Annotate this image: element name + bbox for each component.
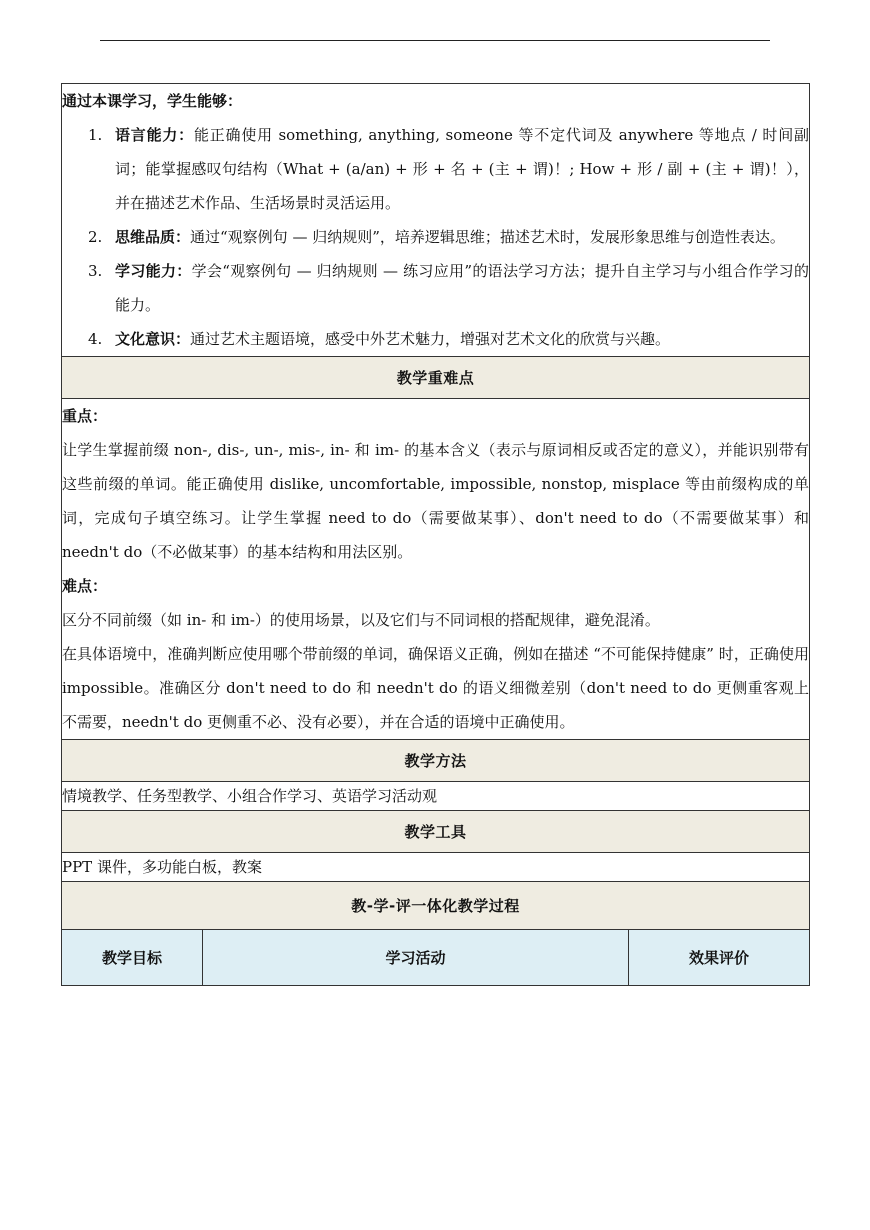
page-header-rule <box>100 40 770 41</box>
column-header-objectives: 教学目标 <box>62 930 203 986</box>
focus-label: 重点： <box>62 407 108 425</box>
focus-text: 让学生掌握前缀 non-, dis-, un-, mis-, in- 和 im- 的基本含义（表示与原词相反或否定的意义），并能识别带有这些前缀的单词。能正确使用 dislike, uncomfortable, impossible, nonstop, misplace 等由前缀构成的单词，完成句子填空练习。让学生掌握 need to do（需要做某事）、don't need to do（不需要做某事）和 needn't do（不必做某事）的基本结构和用法区别。 <box>62 441 809 561</box>
tools-row <box>62 853 810 882</box>
key-points-cell <box>62 399 810 740</box>
objective-item <box>62 220 809 254</box>
process-header-row <box>62 882 810 930</box>
lesson-plan-table <box>61 83 810 986</box>
key-points-title: 教学重难点 <box>62 357 810 399</box>
objectives-row <box>62 84 810 357</box>
key-points-header-row <box>62 357 810 399</box>
objective-text: 通过艺术主题语境，感受中外艺术魅力，增强对艺术文化的欣赏与兴趣。 <box>190 330 671 348</box>
objective-item <box>62 322 809 356</box>
objective-term: 学习能力： <box>115 262 192 280</box>
objective-text: 学会“观察例句 — 归纳规则 — 练习应用”的语法学习方法；提升自主学习与小组合作学习的能力。 <box>115 262 809 314</box>
tools-title: 教学工具 <box>62 811 810 853</box>
difficulty-label: 难点： <box>62 577 108 595</box>
process-columns-row <box>62 930 810 986</box>
objective-item <box>62 118 809 220</box>
process-title: 教-学-评一体化教学过程 <box>62 882 810 930</box>
column-header-evaluation: 效果评价 <box>629 930 810 986</box>
column-header-activities: 学习活动 <box>203 930 629 986</box>
objective-number: 2. <box>88 228 103 246</box>
objective-text: 能正确使用 something, anything, someone 等不定代词及 anywhere 等地点 / 时间副词；能掌握感叹句结构（What + (a/an) + 形 + 名 + (主 + 谓)！; How + 形 / 副 + (主 + 谓)！），并在描述艺术作品、生活场景时灵活运用。 <box>115 126 809 212</box>
objective-number: 3. <box>88 262 103 280</box>
methods-row <box>62 782 810 811</box>
key-points-row <box>62 399 810 740</box>
objective-number: 1. <box>88 126 103 144</box>
objectives-intro: 通过本课学习，学生能够： <box>62 92 243 110</box>
objective-term: 思维品质： <box>115 228 191 246</box>
objectives-list <box>62 118 809 356</box>
objectives-cell <box>62 84 810 357</box>
methods-text: 情境教学、任务型教学、小组合作学习、英语学习活动观 <box>62 782 810 811</box>
objective-term: 语言能力： <box>115 126 194 144</box>
tools-text: PPT 课件，多功能白板，教案 <box>62 853 810 882</box>
objective-number: 4. <box>88 330 103 348</box>
methods-title: 教学方法 <box>62 740 810 782</box>
difficulty-text: 区分不同前缀（如 in- 和 im-）的使用场景，以及它们与不同词根的搭配规律，避免混淆。 <box>62 611 660 629</box>
objective-term: 文化意识： <box>115 330 191 348</box>
objective-text: 通过“观察例句 — 归纳规则”，培养逻辑思维；描述艺术时，发展形象思维与创造性表达。 <box>190 228 785 246</box>
difficulty-text: 在具体语境中，准确判断应使用哪个带前缀的单词，确保语义正确，例如在描述 “不可能保持健康” 时，正确使用 impossible。准确区分 don't need to do 和 needn't do 的语义细微差别（don't need to do 更侧重客观上不需要，needn't do 更侧重不必、没有必要），并在合适的语境中正确使用。 <box>62 645 809 731</box>
objective-item <box>62 254 809 322</box>
tools-header-row <box>62 811 810 853</box>
methods-header-row <box>62 740 810 782</box>
